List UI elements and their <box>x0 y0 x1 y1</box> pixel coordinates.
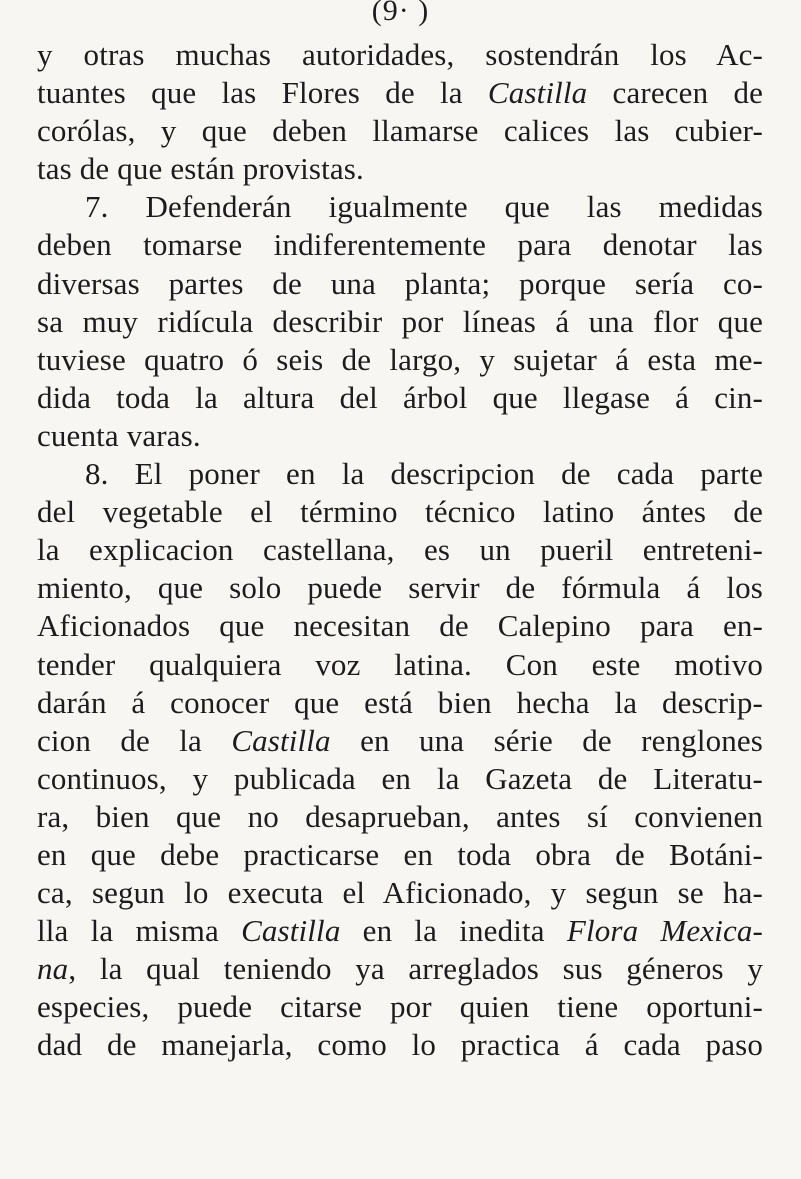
text-line <box>37 417 763 455</box>
text-line <box>37 760 763 798</box>
text-span: deben tomarse indiferentemente para denotar las <box>37 227 763 263</box>
italic-text: Castilla <box>241 913 341 949</box>
text-span: darán á conocer que está bien hecha la descrip- <box>37 684 763 720</box>
text-line <box>37 722 763 760</box>
text-line <box>37 455 763 493</box>
text-span: corólas, y que deben llamarse calices las cubier- <box>37 113 763 149</box>
italic-text: na <box>37 951 69 987</box>
text-line <box>37 150 763 188</box>
text-line <box>37 303 763 341</box>
text-line <box>37 226 763 264</box>
text-line <box>37 341 763 379</box>
text-line <box>37 74 763 112</box>
text-span: ca, segun lo executa el Aficionado, y segun se ha- <box>37 875 763 911</box>
italic-text: Castilla <box>231 722 331 758</box>
text-line <box>37 646 763 684</box>
text-line <box>37 36 763 74</box>
text-span: cion de la <box>37 722 232 758</box>
text-span: 7. Defenderán igualmente que las medidas <box>85 189 763 225</box>
text-span: tuantes que las Flores de la <box>37 75 488 111</box>
text-span: ra, bien que no desaprueban, antes sí convienen <box>37 798 763 834</box>
text-span: 8. El poner en la descripcion de cada parte <box>85 456 763 492</box>
text-span: la explicacion castellana, es un pueril entreteni- <box>37 532 763 568</box>
text-span: del vegetable el término técnico latino ántes de <box>37 494 763 530</box>
text-line <box>37 950 763 988</box>
text-line <box>37 912 763 950</box>
text-line <box>37 607 763 645</box>
text-span: tender qualquiera voz latina. Con este motivo <box>37 646 763 682</box>
text-span: en que debe practicarse en toda obra de Botáni- <box>37 836 763 872</box>
text-line <box>37 265 763 303</box>
italic-text: Flora Mexica- <box>566 913 763 949</box>
text-span: miento, que solo puede servir de fórmula á los <box>37 570 763 606</box>
text-span: lla la misma <box>37 913 242 949</box>
text-span: , la qual teniendo ya arreglados sus géneros y <box>68 951 763 987</box>
text-span: Aficionados que necesitan de Calepino para en- <box>37 608 763 644</box>
text-line <box>37 379 763 417</box>
text-line <box>37 684 763 722</box>
text-span: sa muy ridícula describir por líneas á una flor que <box>37 303 763 339</box>
text-line <box>37 493 763 531</box>
text-line <box>37 112 763 150</box>
text-span: continuos, y publicada en la Gazeta de Literatu- <box>37 760 763 796</box>
italic-text: Castilla <box>487 75 588 111</box>
text-span: y otras muchas autoridades, sostendrán los Ac- <box>37 37 763 72</box>
text-line <box>37 988 763 1026</box>
text-span: dida toda la altura del árbol que llegase á cin- <box>37 379 763 415</box>
text-line <box>37 1026 763 1064</box>
text-line <box>37 836 763 874</box>
text-span: tuviese quatro ó seis de largo, y sujetar á esta me- <box>37 341 763 377</box>
text-span: carecen de <box>587 75 763 111</box>
text-span: diversas partes de una planta; porque sería co- <box>37 265 763 301</box>
text-line <box>37 531 763 569</box>
text-span: en la inedita <box>340 913 567 949</box>
text-line <box>37 798 763 836</box>
text-span: dad de manejarla, como lo practica á cada paso <box>37 1027 763 1063</box>
text-span: cuenta varas. <box>37 417 201 453</box>
text-line <box>37 874 763 912</box>
text-line <box>37 188 763 226</box>
text-span: en una série de renglones <box>330 722 763 758</box>
text-span: tas de que están provistas. <box>37 151 364 187</box>
text-line <box>37 569 763 607</box>
text-span: especies, puede citarse por quien tiene oportuni- <box>37 989 763 1025</box>
page-number: (9· ) <box>371 0 430 27</box>
body-text <box>37 36 763 1065</box>
